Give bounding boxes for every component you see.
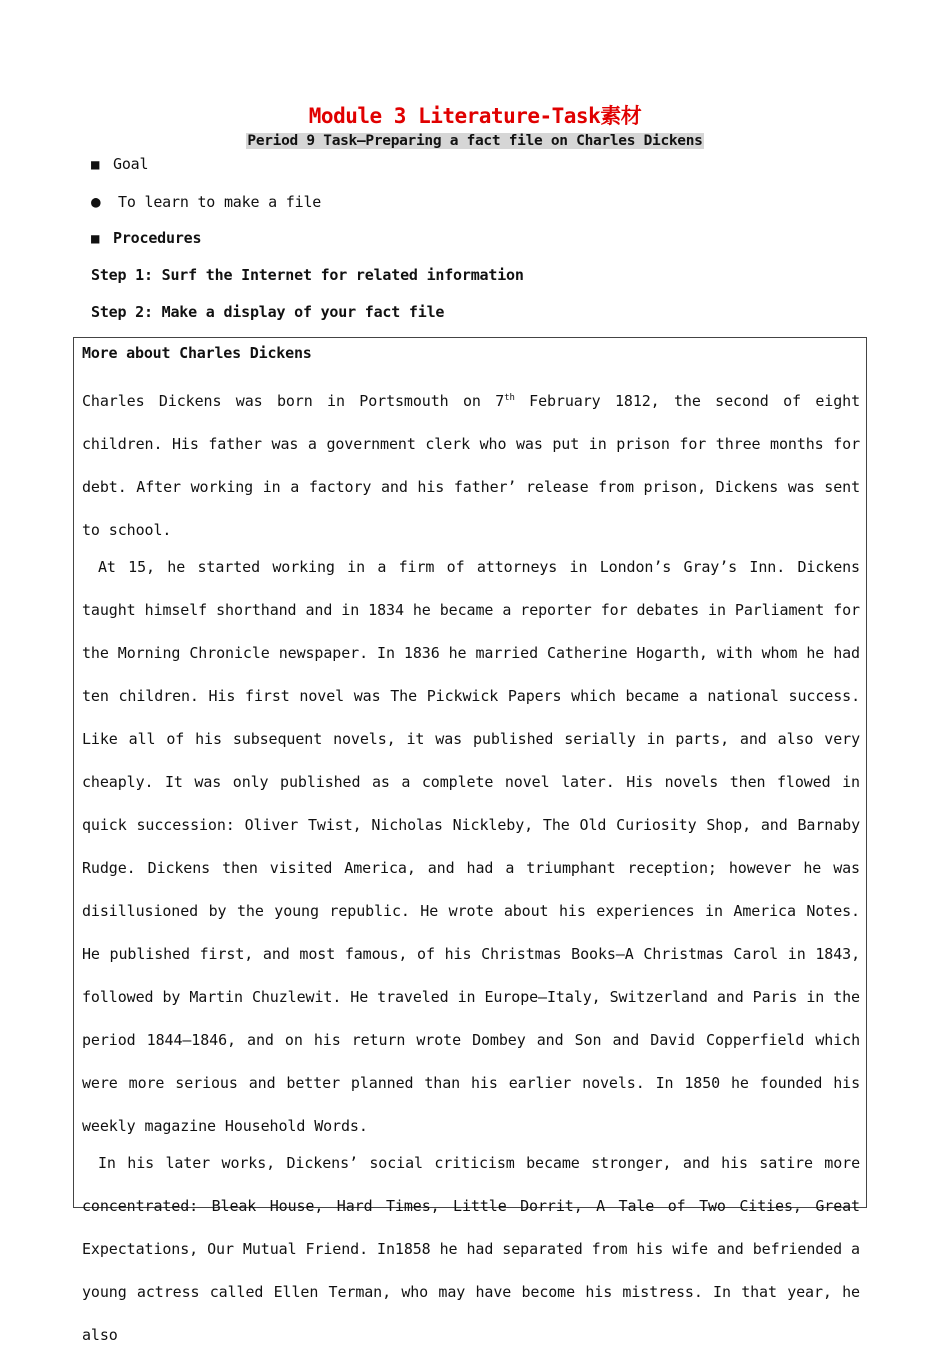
procedures-heading (91, 229, 201, 247)
goal-item-label: To learn to make a file (118, 193, 322, 211)
goal-heading-label: Goal (113, 155, 149, 173)
goal-heading (91, 155, 148, 173)
circle-bullet-icon: ● (91, 192, 101, 211)
square-bullet-icon: ■ (91, 231, 100, 247)
fact-paragraph-3: In his later works, Dickens’ social criticism became stronger, and his satire more concentrated: Bleak House, Hard Times, Little Dorrit, A Tale of Two Cities, Great Expectations, Our Mutual Friend. In1858 he had separated from his wife and befriended a young actress called Ellen Terman, who may have become his mistress. In that year, he also (82, 1154, 860, 1344)
goal-item (91, 192, 321, 211)
document-title: Module 3 Literature-Task素材 (308, 104, 642, 128)
procedure-step-2: Step 2: Make a display of your fact file (91, 303, 445, 321)
fact-box-heading: More about Charles Dickens (82, 344, 312, 362)
fact-paragraph-2: At 15, he started working in a firm of attorneys in London’s Gray’s Inn. Dickens taught himself shorthand and in 1834 he became a reporter for debates in Parliament for the Morning Chronicle newspaper. In 1836 he married Catherine Hogarth, with whom he had ten children. His first novel was The Pickwick Papers which became a national success. Like all of his subsequent novels, it was published serially in parts, and also very cheaply. It was only published as a complete novel later. His novels then flowed in quick succession: Oliver Twist, Nicholas Nickleby, The Old Curiosity Shop, and Barnaby Rudge. Dickens then visited America, and had a triumphant reception; however he was disillusioned by the young republic. He wrote about his experiences in America Notes. He published first, and most famous, of his Christmas Books—A Christmas Carol in 1843, followed by Martin Chuzlewit. He traveled in Europe—Italy, Switzerland and Paris in the period 1844—1846, and on his return wrote Dombey and Son and David Copperfield which were more serious and better planned than his earlier novels. In 1850 he founded his weekly magazine Household Words. (82, 558, 860, 1135)
document-subtitle (0, 130, 950, 149)
fact-file-box (73, 337, 867, 1344)
subtitle-text: Period 9 Task—Preparing a fact file on Charles Dickens (247, 133, 703, 149)
fact-paragraph-1: Charles Dickens was born in Portsmouth on 7th February 1812, the second of eight children. His father was a government clerk who was put in prison for three months for debt. After working in a factory and his father’ release from prison, Dickens was sent to school. (82, 392, 860, 539)
ordinal-superscript: th (504, 393, 515, 403)
procedures-heading-label: Procedures (113, 229, 202, 247)
fact-box-body (82, 380, 860, 1357)
procedure-step-1: Step 1: Surf the Internet for related information (91, 266, 524, 284)
square-bullet-icon: ■ (91, 157, 100, 173)
